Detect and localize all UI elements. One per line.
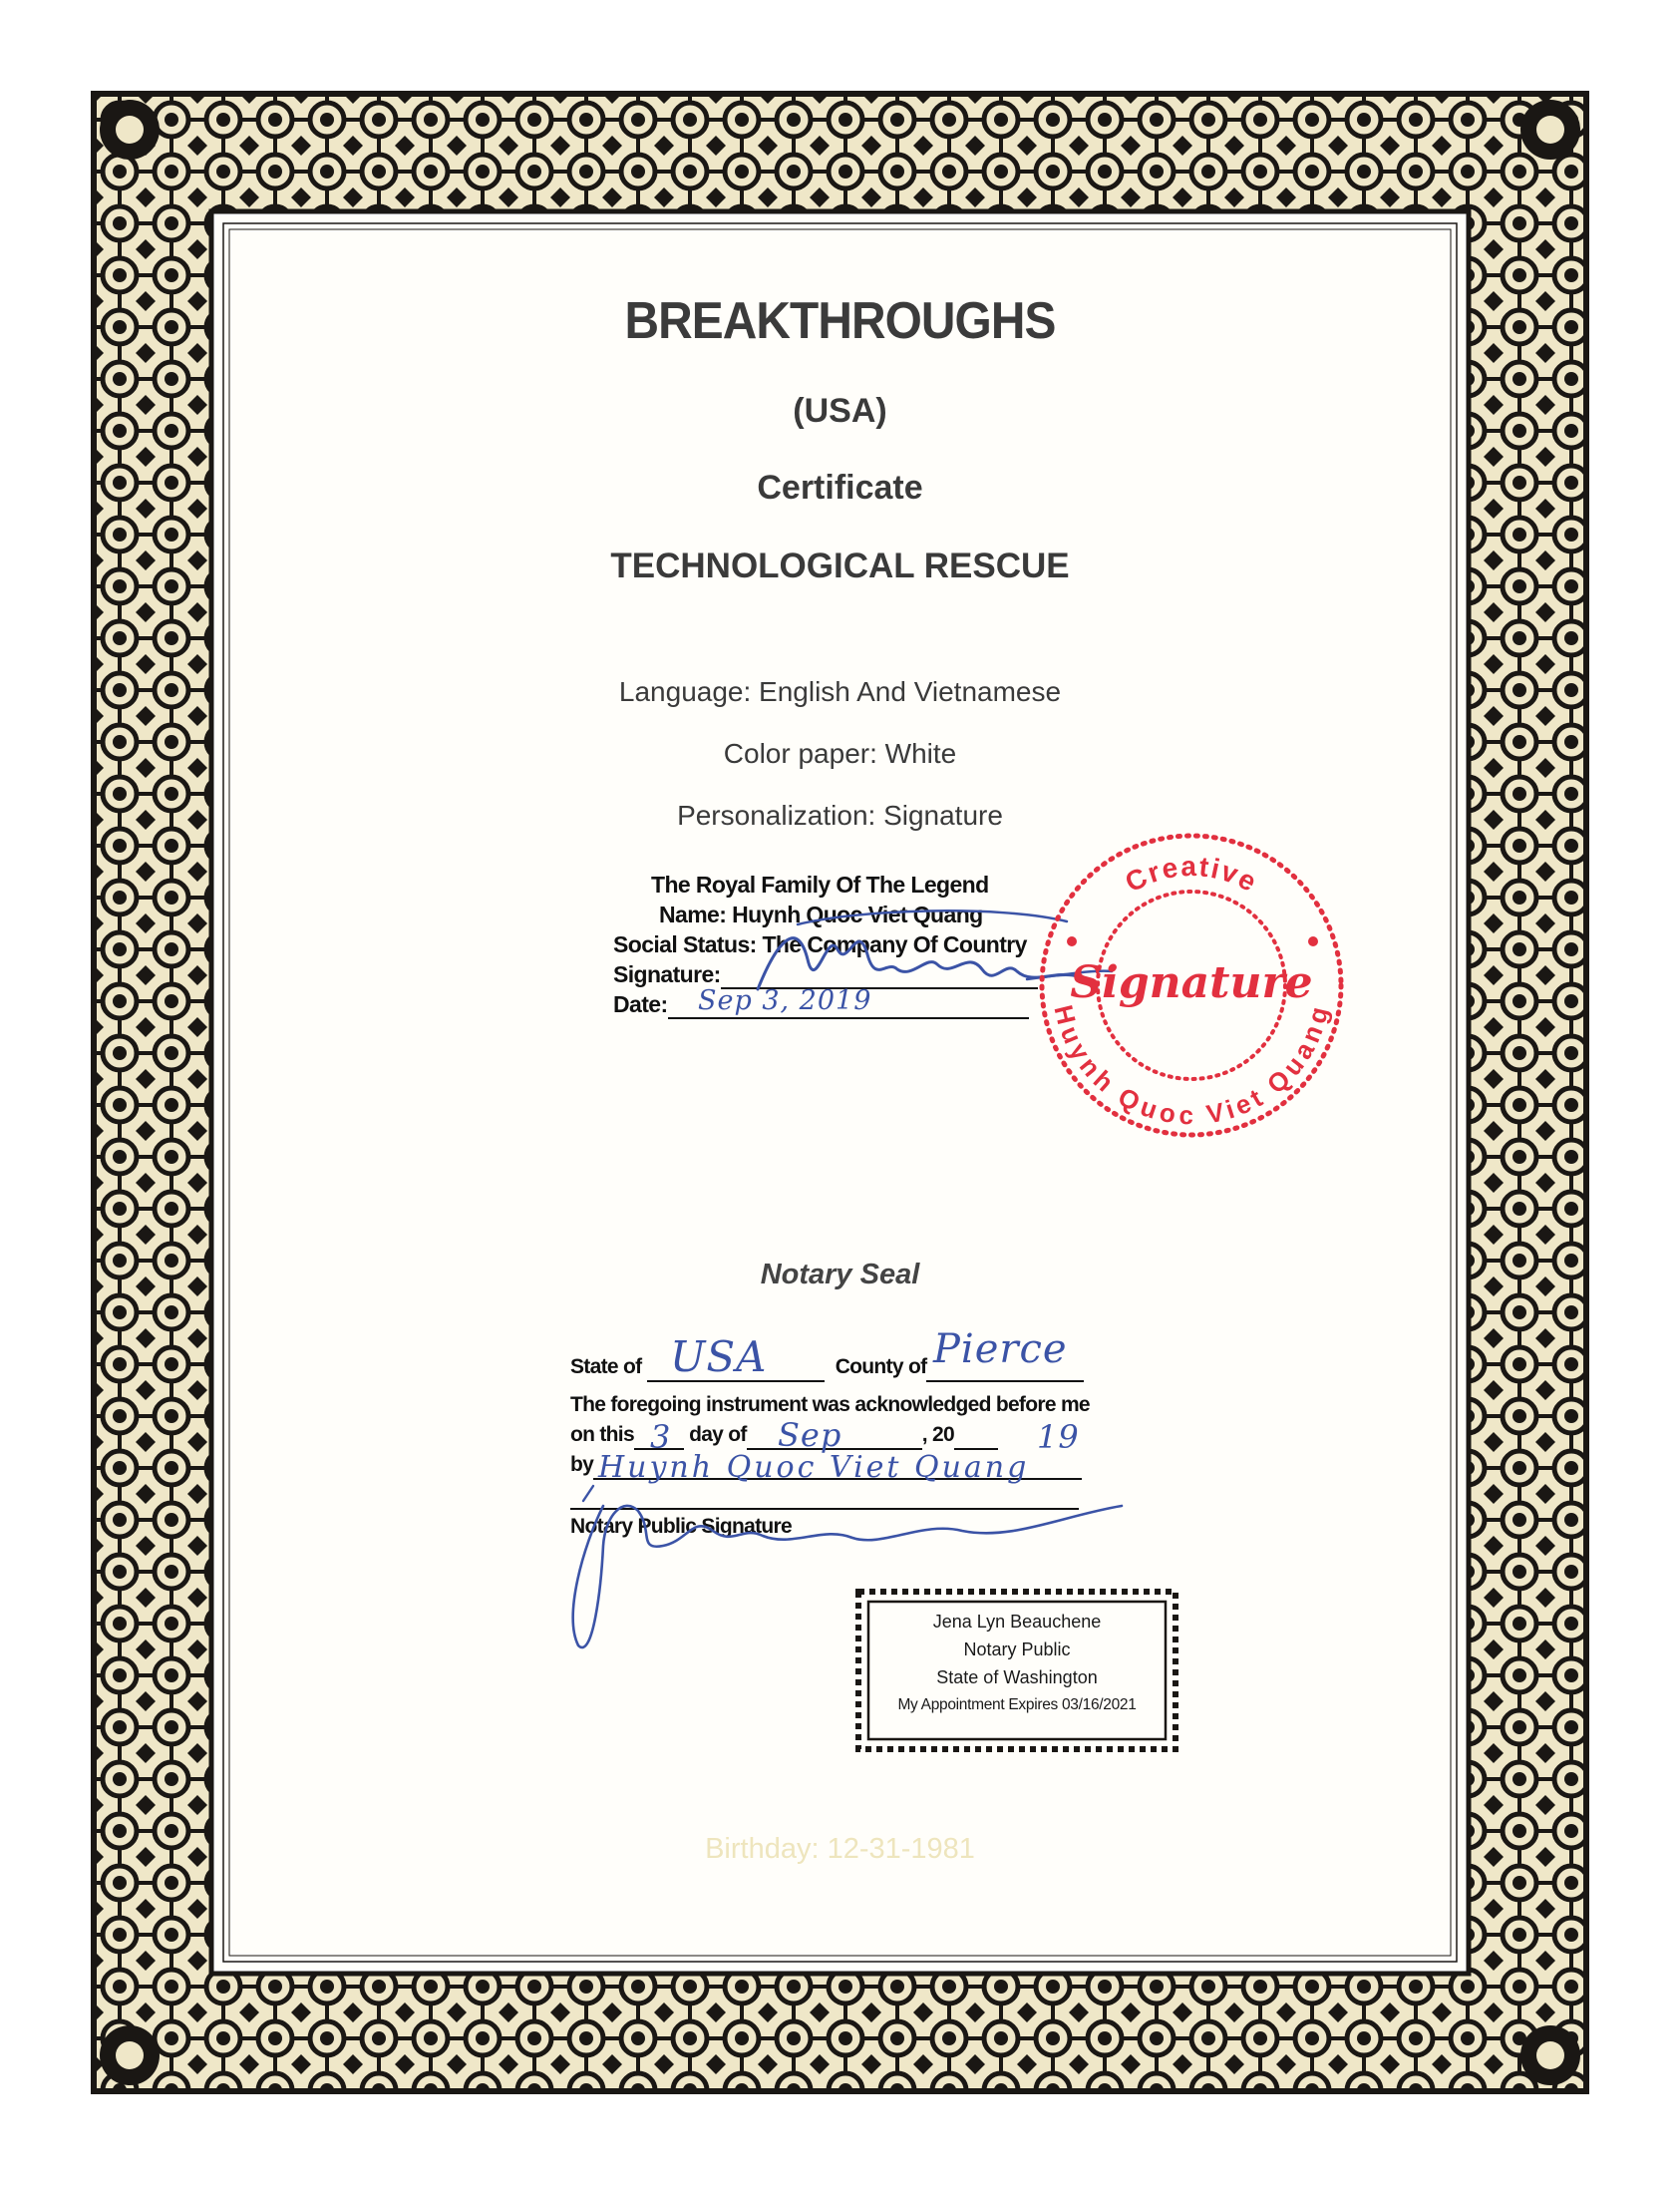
- stamp-expires: My Appointment Expires 03/16/2021: [897, 1696, 1137, 1713]
- on-this-label: on this: [570, 1423, 634, 1446]
- notary-stamp: [857, 1608, 1176, 1719]
- country-label: (USA): [793, 392, 887, 430]
- handwritten-date: Sep 3, 2019: [698, 985, 872, 1016]
- notary-signature-row: Notary Public Signature: [570, 1508, 1079, 1542]
- handwritten-month: Sep: [778, 1416, 842, 1454]
- brand-title: BREAKTHROUGHS: [624, 292, 1056, 350]
- color-paper-line: Color paper: White: [723, 738, 957, 769]
- svg-text:Huynh Quoc Viet Quang: [1048, 1002, 1334, 1130]
- year-prefix: , 20: [921, 1423, 954, 1446]
- stamp-name: Jena Lyn Beauchene: [932, 1612, 1102, 1632]
- document-type: Certificate: [757, 469, 923, 507]
- notary-seal-title: Notary Seal: [760, 1259, 920, 1290]
- handwritten-year: 19: [1037, 1418, 1080, 1456]
- birthday-line: Birthday: 12-31-1981: [705, 1833, 975, 1865]
- handwritten-day: 3: [650, 1418, 672, 1456]
- family-line: The Royal Family Of The Legend: [651, 872, 989, 898]
- creative-signature-seal: [1032, 826, 1351, 1145]
- name-line: Name: Huynh Quoc Viet Quang: [659, 902, 983, 927]
- seal-top-text: Creative: [1120, 850, 1263, 899]
- social-status-line: Social Status: The Company Of Country: [613, 931, 1027, 957]
- year-underline: [954, 1426, 998, 1450]
- date-label: Date:: [613, 991, 668, 1017]
- day-of-label: day of: [689, 1423, 747, 1446]
- handwritten-county: Pierce: [933, 1326, 1068, 1372]
- acknowledged-row: The foregoing instrument was acknowledged before me: [570, 1393, 1090, 1416]
- seal-center-text: Signature: [1070, 957, 1313, 1008]
- stamp-state: State of Washington: [936, 1667, 1098, 1687]
- by-label: by: [570, 1453, 594, 1476]
- signature-label: Signature:: [613, 961, 721, 987]
- handwritten-name: Huynh Quoc Viet Quang: [598, 1450, 1030, 1485]
- certificate-subject: TECHNOLOGICAL RESCUE: [610, 546, 1070, 585]
- county-label: County of: [835, 1355, 927, 1378]
- state-label: State of: [570, 1355, 642, 1378]
- stamp-title: Notary Public: [963, 1639, 1071, 1659]
- seal-bottom-text: Huynh Quoc Viet Quang: [1048, 1001, 1335, 1131]
- language-line: Language: English And Vietnamese: [618, 676, 1062, 707]
- handwritten-state: USA: [670, 1332, 768, 1381]
- personalization-line: Personalization: Signature: [677, 800, 1003, 831]
